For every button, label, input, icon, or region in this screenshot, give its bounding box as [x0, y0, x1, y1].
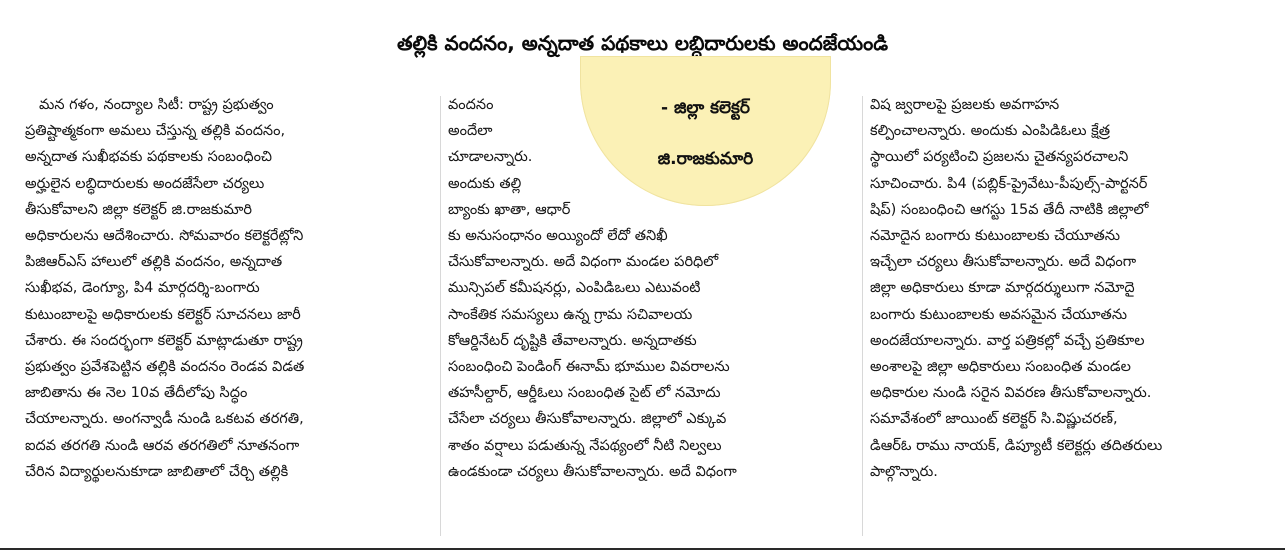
text-line: అందేలా [448, 123, 493, 140]
text-line: శాతం వర్షాలు పడుతున్న నేపథ్యంలో నీటి నిల్వలు [448, 437, 722, 454]
text-line: చేరిన విద్యార్థులనుకూడా జాబితాలో చేర్చి తల్లికి [25, 463, 289, 480]
text-line: అందజేయాలన్నారు. వార్త పత్రికల్లో వచ్చే ప్రతికూల [870, 332, 1145, 349]
text-line: సుఖీభవ, డెంగ్యూ, పి4 మార్గదర్శి-బంగారు [25, 280, 260, 297]
text-line: మున్సిపల్ కమీషనర్లు, ఎంపిడిఒలు ఎటువంటి [448, 280, 701, 297]
text-line: చేయాలన్నారు. అంగన్వాడీ నుండి ఒకటవ తరగతి, [25, 411, 304, 428]
text-line: విష జ్వరాలపై ప్రజలకు అవగాహన [870, 97, 1060, 113]
text-line: అధికారుల నుండి సరైన వివరణ తీసుకోవాలన్నారు. [870, 385, 1152, 402]
badge-name: జి.రాజకుమారి [657, 149, 754, 169]
text-line: తీసుకోవాలని జిల్లా కలెక్టర్ జి.రాజకుమారి [25, 201, 253, 218]
text-line: బ్యాంకు ఖాతా, ఆధార్ [448, 201, 571, 218]
text-line: తహసీల్దార్, ఆర్డీఓలు సంబంధిత సైట్ లో నమోదు [448, 385, 721, 402]
text-line: చేసేలా చర్యలు తీసుకోవాలన్నారు. జిల్లాలో ఎక్కువ [448, 411, 727, 428]
text-line: అన్నదాత సుఖీభవకు పథకాలకు సంబంధించి [25, 149, 273, 166]
text-line: పాల్గొన్నారు. [870, 463, 938, 480]
text-line: వందనం [448, 97, 494, 113]
text-line: ఉండకుండా చర్యలు తీసుకోవాలన్నారు. అదే విధంగా [448, 463, 737, 480]
text-line: బంగారు కుటుంబాలకు అవసమైన చేయూతను [870, 306, 1128, 323]
text-line: ప్రతిష్టాత్మకంగా అమలు చేస్తున్న తల్లికి వందనం, [25, 123, 286, 140]
text-line: కుటుంబాలపై అధికారులకు కలెక్టర్ సూచనలు జారీ [25, 306, 301, 323]
article-column-1 [25, 92, 435, 485]
badge-attribution: - జిల్లా కలెక్టర్ [660, 98, 750, 118]
text-line: మన గళం, నంద్యాల సిటీ: రాష్ట్ర ప్రభుత్వం [39, 97, 274, 113]
text-line: చూడాలన్నారు. [448, 149, 533, 166]
column-divider [440, 96, 441, 536]
text-line: జాబితాను ఈ నెల 10వ తేదీలోపు సిద్ధం [25, 385, 248, 402]
headline: తల్లికి వందనం, అన్నదాత పథకాలు లబ్ధిదారులకు అందజేయండి [396, 31, 889, 56]
text-line: కోఆర్డినేటర్ దృష్టికి తేవాలన్నారు. అన్నదాతకు [448, 332, 697, 349]
text-line: ఇచ్చేలా చర్యలు తీసుకోవాలన్నారు. అదే విధంగా [870, 254, 1137, 271]
text-line: అధికారులను ఆదేశించారు. సోమవారం కలెక్టరేట్లోని [25, 228, 304, 245]
text-line: కల్పించాలన్నారు. అందుకు ఎంపిడిఓలు క్షేత్ర [870, 123, 1111, 140]
text-line: నమోదైన బంగారు కుటుంబాలకు చేయూతను [870, 228, 1121, 245]
text-line: చేశారు. ఈ సందర్భంగా కలెక్టర్ మాట్లాడుతూ రాష్ట్ర [25, 332, 303, 349]
text-line: చేసుకోవాలన్నారు. అదే విధంగా మండల పరిధిలో [448, 254, 719, 271]
text-line: ఐదవ తరగతి నుండి ఆరవ తరగతిలో నూతనంగా [25, 437, 300, 454]
text-line: కు అనుసంధానం అయ్యిందో లేదో తనిఖీ [448, 228, 668, 245]
text-line: సంబంధించి పెండింగ్ ఈనామ్ భూముల వివరాలను [448, 359, 730, 376]
text-line: జిల్లా అధికారులు కూడా మార్గదర్శులుగా నమోదై [870, 280, 1135, 297]
text-line: పిజిఆర్ఎస్ హాలులో తల్లికి వందనం, అన్నదాత [25, 254, 283, 271]
bottom-rule [0, 548, 1285, 550]
text-line: అందుకు తల్లి [448, 175, 522, 192]
text-line: షిప్) సంబంధించి ఆగస్టు 15వ తేదీ నాటికి జిల్లాలో [870, 201, 1149, 218]
text-line: అర్హులైన లబ్ధిదారులకు అందజేసేలా చర్యలు [25, 175, 265, 192]
text-line: సమావేశంలో జాయింట్ కలెక్టర్ సి.విష్ణుచరణ్, [870, 411, 1118, 428]
column-divider [862, 96, 863, 536]
text-line: స్థాయిలో పర్యటించి ప్రజలను చైతన్యపరచాలని [870, 149, 1129, 166]
text-line: సాంకేతిక సమస్యలు ఉన్న గ్రామ సచివాలయ [448, 306, 693, 323]
text-line: ప్రభుత్వం ప్రవేశపెట్టిన తల్లికి వందనం రెండవ విడత [25, 359, 305, 376]
article-column-3 [870, 92, 1275, 485]
text-line: సూచించారు. పి4 (పబ్లిక్-ప్రైవేటు-పీపుల్స్-పార్టనర్ [870, 175, 1148, 192]
text-line: అంశాలపై జిల్లా అధికారులు సంబంధిత మండల [870, 359, 1131, 376]
text-line: డిఆర్ఓ రాము నాయక్, డిప్యూటీ కలెక్టర్లు తదితరులు [870, 437, 1163, 454]
